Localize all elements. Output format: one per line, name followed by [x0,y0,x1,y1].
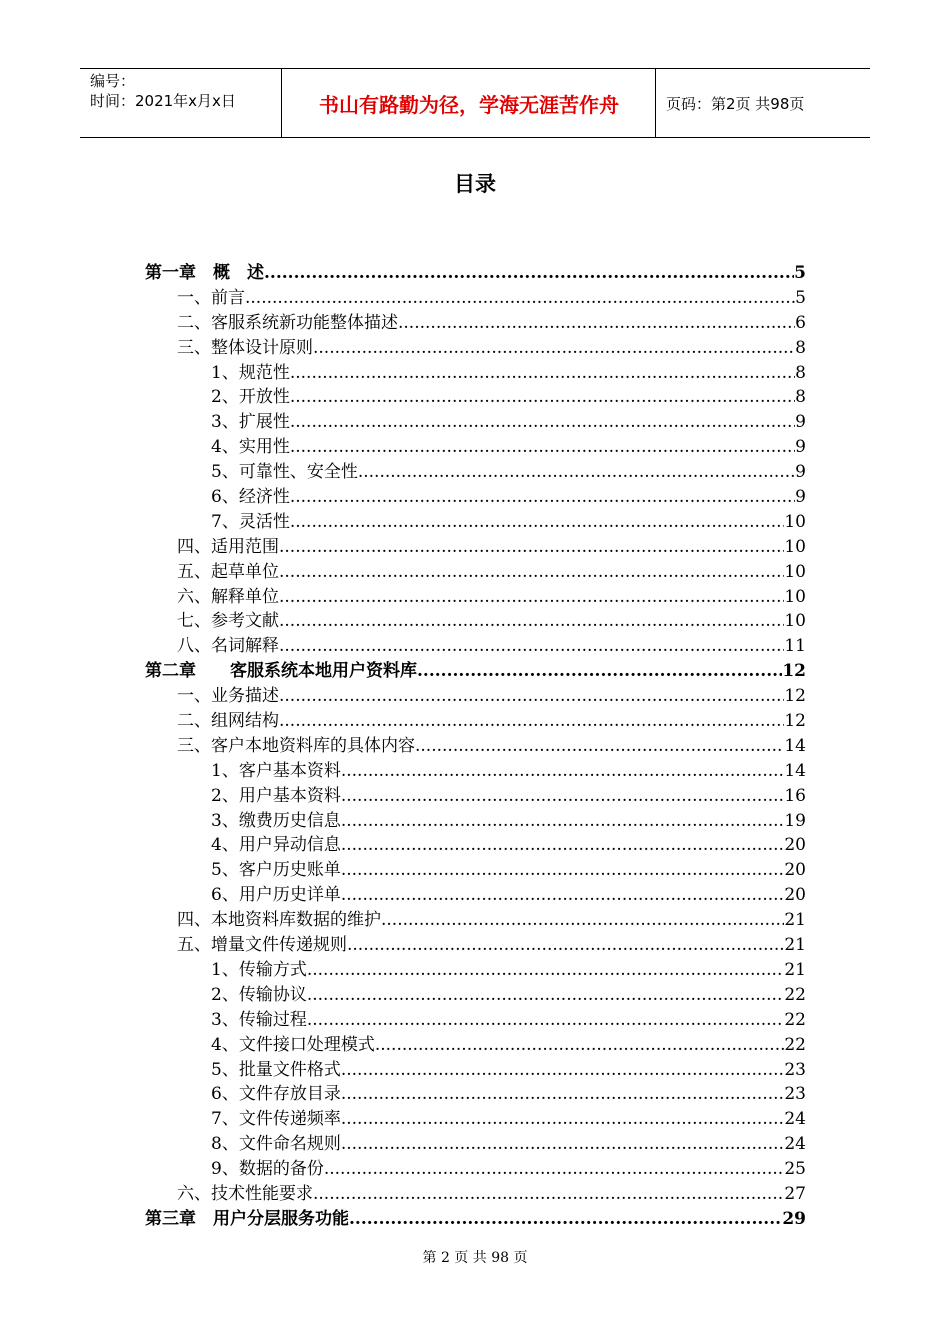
toc-entry-label: 第一章 概 述 [145,263,264,283]
toc-entry[interactable] [145,457,806,482]
toc-entry-page: 22 [784,984,806,1005]
toc-entry-page: 8 [795,337,806,358]
toc-entry-label: 5、客户历史账单 [211,860,341,881]
toc-entry-label: 四、本地资料库数据的维护 [177,910,381,931]
toc-entry-label: 5、可靠性、安全性 [211,462,358,483]
toc-entry-label: 一、业务描述 [177,686,279,707]
toc-entry-page: 23 [784,1084,806,1105]
toc-leader-dots [290,487,795,507]
toc-leader-dots [341,761,785,781]
toc-entry[interactable] [145,830,806,855]
toc-entry-label: 1、客户基本资料 [211,760,341,781]
toc-entry-label: 第二章 客服系统本地用户资料库 [145,661,417,682]
toc-entry[interactable] [145,1055,806,1080]
toc-entry-label: 二、客服系统新功能整体描述 [177,312,398,333]
toc-entry[interactable] [145,557,806,582]
toc-leader-dots [341,1084,785,1104]
toc-entry[interactable] [145,756,806,781]
toc-entry-label: 第三章 用户分层服务功能 [145,1208,349,1229]
toc-leader-dots [341,835,785,855]
toc-entry-label: 3、扩展性 [211,412,290,433]
toc-leader-dots [279,686,784,706]
toc-entry-page: 10 [784,536,806,557]
toc-entry[interactable] [145,855,806,880]
toc-entry[interactable] [145,1179,806,1204]
toc-entry[interactable] [145,781,806,806]
toc-entry[interactable] [145,1104,806,1129]
toc-entry-page: 22 [784,1009,806,1030]
toc-entry[interactable] [145,681,806,706]
toc-entry[interactable] [145,1079,806,1104]
toc-entry-label: 1、规范性 [211,362,290,383]
toc-entry[interactable] [145,482,806,507]
toc-leader-dots [307,960,785,980]
toc-entry-label: 6、经济性 [211,487,290,508]
toc-entry-label: 2、用户基本资料 [211,785,341,806]
toc-entry-page: 5 [794,263,806,283]
toc-entry[interactable] [145,980,806,1005]
toc-leader-dots [279,587,784,607]
toc-leader-dots [341,885,785,905]
toc-entry[interactable] [145,333,806,358]
toc-entry[interactable] [145,955,806,980]
toc-entry-label: 四、适用范围 [177,536,279,557]
toc-entry-page: 9 [795,437,806,458]
page-header [80,68,870,138]
toc-leader-dots [341,860,785,880]
toc-entry-page: 21 [784,959,806,980]
toc-entry-page: 10 [784,561,806,582]
toc-leader-dots [341,1060,785,1080]
toc-leader-dots [290,512,785,532]
toc-entry-page: 11 [784,636,806,657]
toc-leader-dots [290,363,795,383]
toc-entry-label: 六、技术性能要求 [177,1183,313,1204]
toc-leader-dots [313,1184,784,1204]
toc-entry-label: 三、整体设计原则 [177,337,313,358]
toc-leader-dots [415,736,784,756]
toc-entry-page: 10 [784,511,806,532]
toc-entry-page: 25 [784,1159,806,1180]
toc-entry-page: 12 [782,661,806,682]
toc-leader-dots [279,611,784,631]
toc-title: 目录 [454,172,496,196]
toc-leader-dots [347,935,784,955]
toc-entry[interactable] [145,582,806,607]
toc-entry[interactable] [145,432,806,457]
toc-entry[interactable] [145,283,806,308]
toc-leader-dots [279,711,784,731]
toc-entry-label: 5、批量文件格式 [211,1059,341,1080]
toc-entry-page: 24 [784,1134,806,1155]
toc-entry[interactable] [145,656,806,681]
toc-leader-dots [381,910,784,930]
toc-entry-page: 10 [784,586,806,607]
toc-entry[interactable] [145,507,806,532]
toc-leader-dots [245,288,795,308]
toc-entry-page: 10 [784,611,806,632]
toc-leader-dots [290,387,795,407]
toc-entry[interactable] [145,308,806,333]
toc-leader-dots [307,1010,785,1030]
toc-leader-dots [264,263,794,283]
header-page-info: 页码：第2页 共98页 [666,94,805,113]
toc-entry-page: 24 [784,1109,806,1130]
toc-leader-dots [307,985,785,1005]
page-footer: 第 2 页 共 98 页 [422,1250,528,1266]
toc-leader-dots [358,462,795,482]
toc-entry-label: 9、数据的备份 [211,1159,324,1180]
toc-leader-dots [324,1159,785,1179]
toc-leader-dots [279,636,784,656]
toc-entry-page: 8 [795,387,806,408]
toc-entry-page: 22 [784,1034,806,1055]
toc-entry-label: 7、灵活性 [211,511,290,532]
toc-entry[interactable] [145,1129,806,1154]
toc-entry[interactable] [145,1030,806,1055]
toc-entry-page: 12 [784,686,806,707]
toc-entry-label: 1、传输方式 [211,959,307,980]
toc-entry[interactable] [145,706,806,731]
toc-entry-label: 八、名词解释 [177,636,279,657]
toc-entry-page: 20 [784,885,806,906]
toc-entry-page: 14 [784,760,806,781]
toc-entry-page: 20 [784,860,806,881]
toc-entry-page: 20 [784,835,806,856]
header-motto: 书山有路勤为径，学海无涯苦作舟 [283,69,656,137]
toc-entry[interactable] [145,258,806,283]
toc-entry-label: 8、文件命名规则 [211,1134,341,1155]
toc-leader-dots [313,338,795,358]
toc-entry-label: 七、参考文献 [177,611,279,632]
toc-entry-label: 二、组网结构 [177,711,279,732]
toc-leader-dots [279,562,784,582]
toc-leader-dots [375,1035,785,1055]
header-meta-cell [80,69,282,137]
toc-entry[interactable] [145,1204,806,1229]
toc-entry-page: 21 [784,935,806,956]
toc-entry-page: 9 [795,412,806,433]
toc-entry[interactable] [145,731,806,756]
toc-leader-dots [279,537,784,557]
toc-entry-label: 一、前言 [177,287,245,308]
toc-leader-dots [349,1209,782,1229]
toc-entry-label: 6、用户历史详单 [211,885,341,906]
toc-entry[interactable] [145,606,806,631]
toc-entry-page: 12 [784,711,806,732]
toc-leader-dots [290,437,795,457]
toc-entry-label: 4、文件接口处理模式 [211,1034,375,1055]
toc-entry[interactable] [145,905,806,930]
toc-entry-label: 4、实用性 [211,437,290,458]
toc-entry-page: 16 [784,785,806,806]
toc-entry-page: 6 [795,312,806,333]
toc-entry[interactable] [145,1154,806,1179]
toc-entry-page: 14 [784,735,806,756]
toc-entry-page: 21 [784,910,806,931]
toc-entry[interactable] [145,407,806,432]
toc-entry-label: 3、缴费历史信息 [211,810,341,831]
toc-entry[interactable] [145,930,806,955]
toc-leader-dots [341,811,785,831]
toc-entry-label: 6、文件存放目录 [211,1084,341,1105]
toc-entry-label: 4、用户异动信息 [211,835,341,856]
time-label: 时间：2021年x月x日 [90,92,236,110]
toc-entry-page: 29 [782,1208,806,1229]
toc-entry-label: 2、传输协议 [211,984,307,1005]
toc-entry[interactable] [145,631,806,656]
toc-entry-page: 9 [795,487,806,508]
toc-entry-label: 3、传输过程 [211,1009,307,1030]
toc-leader-dots [398,313,795,333]
toc-entry-label: 五、起草单位 [177,561,279,582]
toc-entry[interactable] [145,880,806,905]
toc-leader-dots [417,661,782,681]
toc-entry-page: 9 [795,462,806,483]
toc-leader-dots [341,1134,785,1154]
table-of-contents [145,258,806,1229]
toc-entry-page: 23 [784,1059,806,1080]
toc-leader-dots [341,786,785,806]
toc-entry[interactable] [145,382,806,407]
toc-leader-dots [341,1109,785,1129]
toc-entry-label: 五、增量文件传递规则 [177,935,347,956]
toc-entry-label: 7、文件传递频率 [211,1109,341,1130]
toc-entry-label: 三、客户本地资料库的具体内容 [177,735,415,756]
toc-leader-dots [290,412,795,432]
toc-entry-label: 2、开放性 [211,387,290,408]
toc-entry[interactable] [145,358,806,383]
number-label: 编号： [90,72,136,90]
toc-entry-page: 19 [784,810,806,831]
toc-entry-page: 8 [795,362,806,383]
toc-entry[interactable] [145,806,806,831]
toc-entry[interactable] [145,532,806,557]
toc-entry-label: 六、解释单位 [177,586,279,607]
toc-entry-page: 5 [795,287,806,308]
toc-entry[interactable] [145,1005,806,1030]
toc-entry-page: 27 [784,1183,806,1204]
